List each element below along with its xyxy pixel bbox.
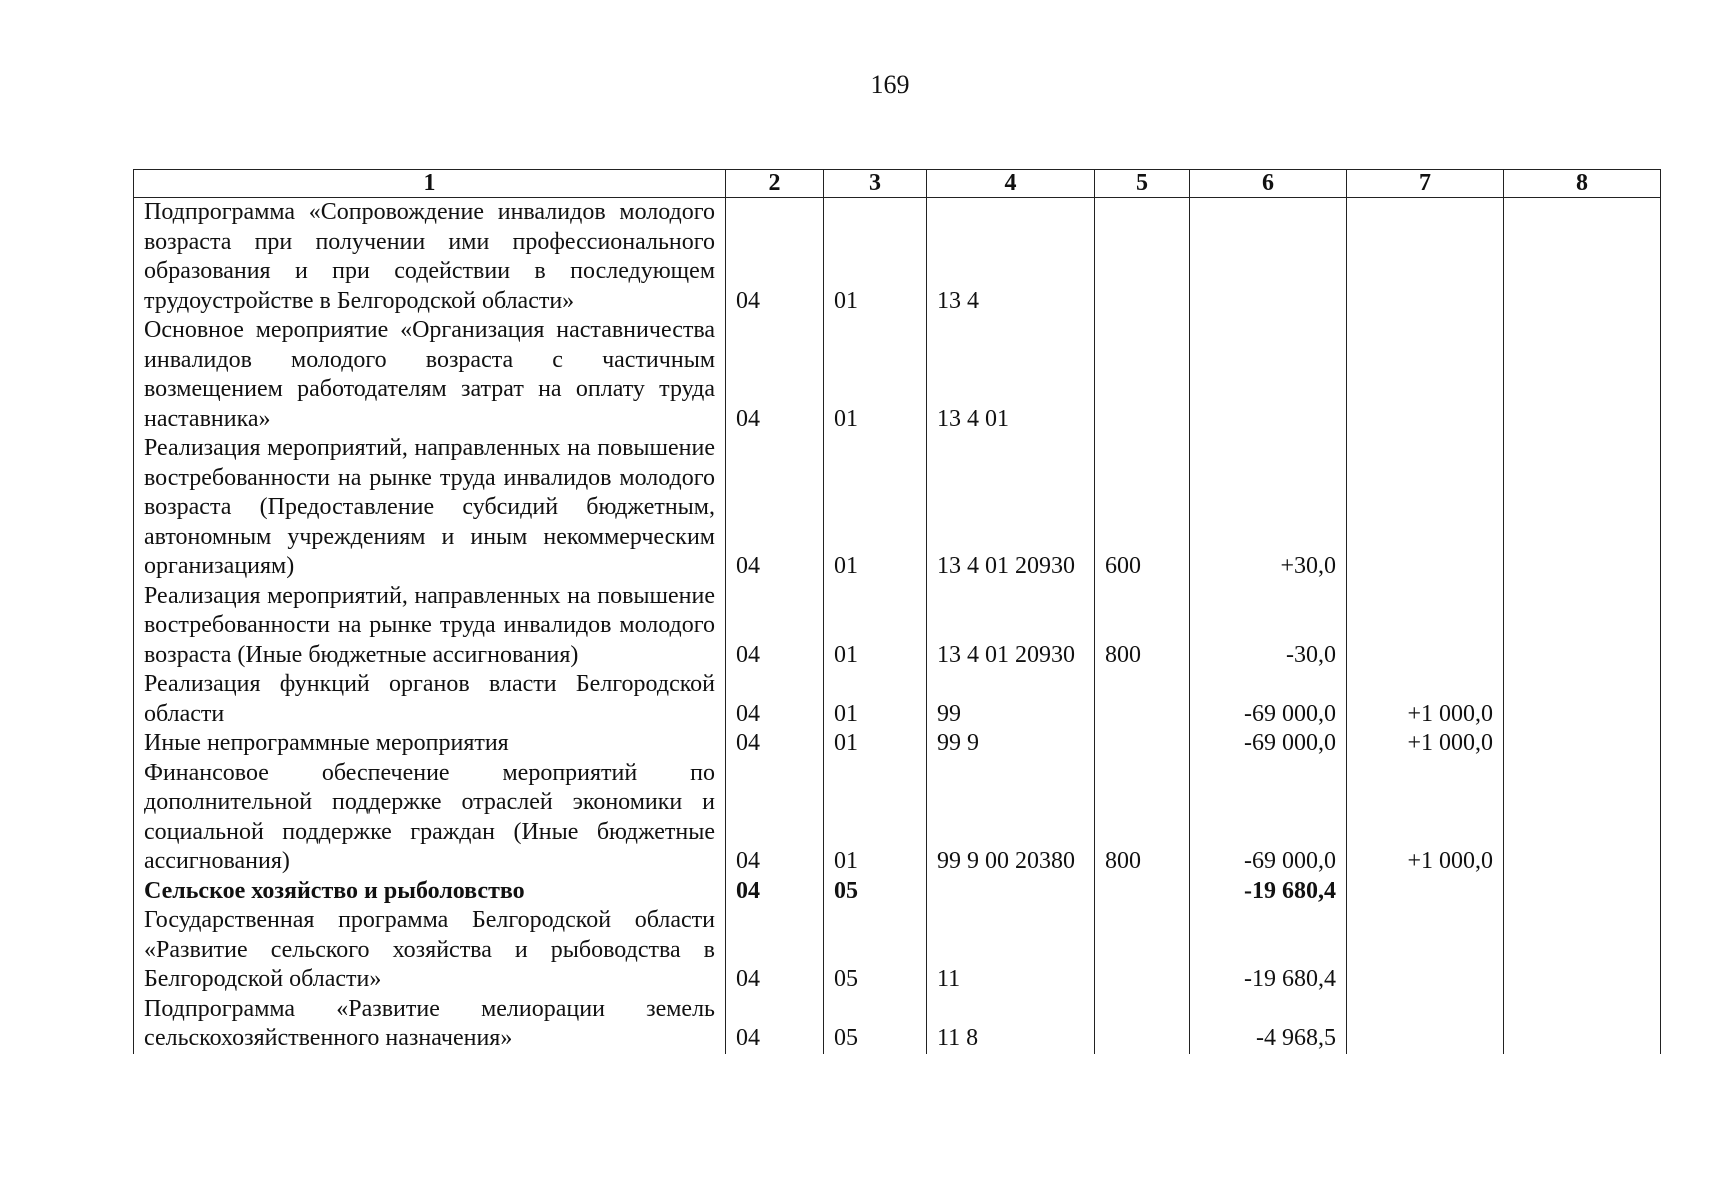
- table-row: [134, 434, 1661, 582]
- amount-col7-cell: [1347, 198, 1504, 317]
- column-header: 5: [1095, 170, 1190, 198]
- amount-col6-cell: [1190, 316, 1347, 434]
- amount-col7-cell: [1347, 906, 1504, 995]
- target-article-cell: 99 9: [927, 729, 1095, 759]
- amount-col8-cell: [1504, 316, 1661, 434]
- section-code-cell: 04: [726, 582, 824, 671]
- expense-type-cell: [1095, 995, 1190, 1054]
- subsection-code-cell: 01: [824, 759, 927, 877]
- table-row: [134, 582, 1661, 671]
- section-code-cell: 04: [726, 759, 824, 877]
- target-article-cell: 13 4: [927, 198, 1095, 317]
- target-article-cell: 13 4 01 20930: [927, 582, 1095, 671]
- amount-col7-cell: +1 000,0: [1347, 729, 1504, 759]
- expense-type-cell: [1095, 906, 1190, 995]
- table-row: [134, 906, 1661, 995]
- section-code-cell: 04: [726, 198, 824, 317]
- subsection-code-cell: 01: [824, 316, 927, 434]
- subsection-code-cell: 05: [824, 877, 927, 907]
- column-header: 8: [1504, 170, 1661, 198]
- item-name-cell: Сельское хозяйство и рыболовство: [134, 877, 726, 907]
- expense-type-cell: [1095, 729, 1190, 759]
- target-article-cell: 13 4 01: [927, 316, 1095, 434]
- amount-col7-cell: [1347, 316, 1504, 434]
- amount-col7-cell: [1347, 582, 1504, 671]
- target-article-cell: 11: [927, 906, 1095, 995]
- amount-col7-cell: [1347, 995, 1504, 1054]
- item-name-cell: Реализация мероприятий, направленных на повышение востребованности на рынке труда инвалидов молодого возраста (Предоставление субсидий бюджетным, автономным учреждениям и иным некоммерческим организациям): [134, 434, 726, 582]
- amount-col6-cell: +30,0: [1190, 434, 1347, 582]
- amount-col8-cell: [1504, 670, 1661, 729]
- section-code-cell: 04: [726, 434, 824, 582]
- table-row: [134, 729, 1661, 759]
- subsection-code-cell: 01: [824, 670, 927, 729]
- amount-col8-cell: [1504, 906, 1661, 995]
- amount-col8-cell: [1504, 729, 1661, 759]
- amount-col7-cell: [1347, 434, 1504, 582]
- expense-type-cell: 800: [1095, 582, 1190, 671]
- table-row: [134, 316, 1661, 434]
- column-header: 7: [1347, 170, 1504, 198]
- expense-type-cell: [1095, 877, 1190, 907]
- expense-type-cell: 600: [1095, 434, 1190, 582]
- amount-col6-cell: -19 680,4: [1190, 877, 1347, 907]
- item-name-cell: Подпрограмма «Развитие мелиорации земель сельскохозяйственного назначения»: [134, 995, 726, 1054]
- subsection-code-cell: 01: [824, 434, 927, 582]
- section-code-cell: 04: [726, 877, 824, 907]
- section-code-cell: 04: [726, 316, 824, 434]
- column-header: 1: [134, 170, 726, 198]
- target-article-cell: [927, 877, 1095, 907]
- amount-col6-cell: -69 000,0: [1190, 729, 1347, 759]
- amount-col8-cell: [1504, 877, 1661, 907]
- amount-col6-cell: -69 000,0: [1190, 670, 1347, 729]
- header-row: [134, 170, 1661, 198]
- subsection-code-cell: 01: [824, 198, 927, 317]
- expense-type-cell: [1095, 670, 1190, 729]
- section-code-cell: 04: [726, 729, 824, 759]
- column-header: 4: [927, 170, 1095, 198]
- table-row: [134, 877, 1661, 907]
- subsection-code-cell: 05: [824, 906, 927, 995]
- target-article-cell: 11 8: [927, 995, 1095, 1054]
- subsection-code-cell: 05: [824, 995, 927, 1054]
- amount-col6-cell: -4 968,5: [1190, 995, 1347, 1054]
- target-article-cell: 99: [927, 670, 1095, 729]
- section-code-cell: 04: [726, 995, 824, 1054]
- amount-col8-cell: [1504, 434, 1661, 582]
- target-article-cell: 99 9 00 20380: [927, 759, 1095, 877]
- expense-type-cell: 800: [1095, 759, 1190, 877]
- item-name-cell: Государственная программа Белгородской области «Развитие сельского хозяйства и рыбоводства в Белгородской области»: [134, 906, 726, 995]
- amount-col6-cell: -69 000,0: [1190, 759, 1347, 877]
- item-name-cell: Реализация мероприятий, направленных на повышение востребованности на рынке труда инвалидов молодого возраста (Иные бюджетные ассигнования): [134, 582, 726, 671]
- target-article-cell: 13 4 01 20930: [927, 434, 1095, 582]
- subsection-code-cell: 01: [824, 729, 927, 759]
- amount-col8-cell: [1504, 198, 1661, 317]
- amount-col8-cell: [1504, 759, 1661, 877]
- amount-col8-cell: [1504, 582, 1661, 671]
- section-code-cell: 04: [726, 906, 824, 995]
- table-row: [134, 198, 1661, 317]
- amount-col6-cell: [1190, 198, 1347, 317]
- expense-type-cell: [1095, 316, 1190, 434]
- table-body: [134, 198, 1661, 1054]
- column-header: 2: [726, 170, 824, 198]
- amount-col7-cell: +1 000,0: [1347, 670, 1504, 729]
- budget-table: [133, 169, 1661, 1054]
- table-row: [134, 670, 1661, 729]
- table-row: [134, 995, 1661, 1054]
- item-name-cell: Иные непрограммные мероприятия: [134, 729, 726, 759]
- column-header: 3: [824, 170, 927, 198]
- expense-type-cell: [1095, 198, 1190, 317]
- column-header: 6: [1190, 170, 1347, 198]
- subsection-code-cell: 01: [824, 582, 927, 671]
- item-name-cell: Реализация функций органов власти Белгородской области: [134, 670, 726, 729]
- amount-col7-cell: +1 000,0: [1347, 759, 1504, 877]
- amount-col6-cell: -30,0: [1190, 582, 1347, 671]
- amount-col6-cell: -19 680,4: [1190, 906, 1347, 995]
- item-name-cell: Подпрограмма «Сопровождение инвалидов молодого возраста при получении ими профессионального образования и при содействии в последующем трудоустройстве в Белгородской области»: [134, 198, 726, 317]
- amount-col7-cell: [1347, 877, 1504, 907]
- item-name-cell: Основное мероприятие «Организация наставничества инвалидов молодого возраста с частичным возмещением работодателям затрат на оплату труда наставника»: [134, 316, 726, 434]
- amount-col8-cell: [1504, 995, 1661, 1054]
- page-number: 169: [870, 70, 910, 99]
- section-code-cell: 04: [726, 670, 824, 729]
- table-row: [134, 759, 1661, 877]
- item-name-cell: Финансовое обеспечение мероприятий по дополнительной поддержке отраслей экономики и социальной поддержке граждан (Иные бюджетные ассигнования): [134, 759, 726, 877]
